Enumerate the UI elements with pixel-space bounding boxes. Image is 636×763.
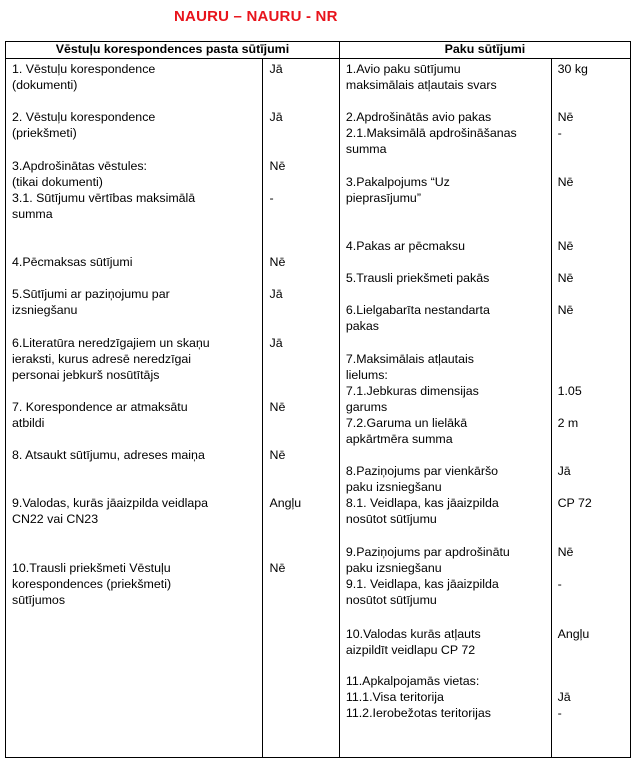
left-item-label: 3.Apdrošinātas vēstules: (tikai dokumenti) bbox=[12, 159, 147, 189]
right-item-value: 30 kg bbox=[557, 62, 588, 76]
right-item-value: Nē bbox=[557, 175, 574, 189]
left-item-label: 3.1. Sūtījumu vērtības maksimālā summa bbox=[12, 191, 196, 221]
right-labels-cell bbox=[339, 59, 551, 758]
right-item-label: 8.Paziņojums par vienkāršo paku izsniegšanu bbox=[345, 464, 499, 494]
left-item-label: 10.Trausli priekšmeti Vēstuļu korespondences (priekšmeti) sūtījumos bbox=[12, 561, 172, 607]
left-item-label: 6.Literatūra neredzīgajiem un skaņu ieraksti, kurus adresē neredzīgai personai jebkurš nosūtītājs bbox=[12, 336, 210, 382]
left-item-label: 1. Vēstuļu korespondence (dokumenti) bbox=[12, 62, 156, 92]
left-item-value: Nē bbox=[269, 255, 286, 269]
right-item-label: 8.1. Veidlapa, kas jāaizpilda nosūtot sūtījumu bbox=[345, 496, 499, 526]
right-item-label: 10.Valodas kurās atļauts aizpildīt veidlapu CP 72 bbox=[345, 627, 481, 657]
left-item-value: - bbox=[269, 191, 274, 205]
right-item-value: Jā bbox=[557, 690, 571, 704]
right-item-value: Nē bbox=[557, 303, 574, 317]
left-item-value: Nē bbox=[269, 400, 286, 414]
right-item-label: 1.Avio paku sūtījumu maksimālais atļautais svars bbox=[345, 62, 497, 92]
right-item-label: 2.Apdrošinātās avio pakas bbox=[345, 110, 492, 124]
right-item-label: 11.2.Ierobežotas teritorijas bbox=[345, 706, 491, 720]
right-item-value: 2 m bbox=[557, 416, 579, 430]
left-item-value: Jā bbox=[269, 110, 283, 124]
page-title: NAURU – NAURU - NR bbox=[174, 8, 338, 25]
right-values-cell bbox=[551, 59, 630, 758]
left-item-label: 8. Atsaukt sūtījumu, adreses maiņa bbox=[12, 448, 205, 462]
right-item-label: 3.Pakalpojums “Uz pieprasījumu” bbox=[345, 175, 450, 205]
left-item-value: Jā bbox=[269, 287, 283, 301]
right-item-value: - bbox=[557, 126, 562, 140]
content-row bbox=[6, 59, 631, 758]
right-item-label: 7.1.Jebkuras dimensijas garums bbox=[345, 384, 479, 414]
left-item-value: Angļu bbox=[269, 496, 302, 510]
header-row bbox=[6, 42, 631, 59]
right-item-value: Nē bbox=[557, 545, 574, 559]
left-item-label: 5.Sūtījumi ar paziņojumu par izsniegšanu bbox=[12, 287, 170, 317]
left-item-label: 9.Valodas, kurās jāaizpilda veidlapa CN22 vai CN23 bbox=[12, 496, 209, 526]
right-item-label: 6.Lielgabarīta nestandarta pakas bbox=[345, 303, 490, 333]
left-labels-cell bbox=[6, 59, 263, 758]
right-item-label: 5.Trausli priekšmeti pakās bbox=[345, 271, 490, 285]
right-item-value: Angļu bbox=[557, 627, 590, 641]
right-item-label: 4.Pakas ar pēcmaksu bbox=[345, 239, 466, 253]
right-item-value: Jā bbox=[557, 464, 571, 478]
right-item-label: 2.1.Maksimālā apdrošināšanas summa bbox=[345, 126, 517, 156]
left-item-value: Nē bbox=[269, 448, 286, 462]
right-section-header: Paku sūtījumi bbox=[339, 42, 630, 59]
right-item-label: 7.2.Garuma un lielākā apkārtmēra summa bbox=[345, 416, 468, 446]
left-item-label: 4.Pēcmaksas sūtījumi bbox=[12, 255, 133, 269]
left-item-value: Nē bbox=[269, 561, 286, 575]
right-item-value: 1.05 bbox=[557, 384, 582, 398]
right-item-value: Nē bbox=[557, 110, 574, 124]
left-values-cell bbox=[262, 59, 339, 758]
right-item-label: 9.Paziņojums par apdrošinātu paku izsniegšanu bbox=[345, 545, 510, 575]
left-item-value: Jā bbox=[269, 62, 283, 76]
right-item-value: - bbox=[557, 577, 562, 591]
left-item-value: Nē bbox=[269, 159, 286, 173]
left-section-header: Vēstuļu korespondences pasta sūtījumi bbox=[6, 42, 340, 59]
services-table bbox=[5, 41, 631, 758]
right-item-label: 9.1. Veidlapa, kas jāaizpilda nosūtot sūtījumu bbox=[345, 577, 499, 607]
right-item-label: 7.Maksimālais atļautais lielums: bbox=[345, 352, 474, 382]
left-item-label: 2. Vēstuļu korespondence (priekšmeti) bbox=[12, 110, 156, 140]
right-item-value: Nē bbox=[557, 239, 574, 253]
right-item-value: CP 72 bbox=[557, 496, 592, 510]
left-item-value: Jā bbox=[269, 336, 283, 350]
right-item-label: 11.Apkalpojamās vietas: bbox=[345, 674, 480, 688]
right-item-value: - bbox=[557, 706, 562, 720]
right-item-value: Nē bbox=[557, 271, 574, 285]
right-item-label: 11.1.Visa teritorija bbox=[345, 690, 444, 704]
left-item-label: 7. Korespondence ar atmaksātu atbildi bbox=[12, 400, 188, 430]
